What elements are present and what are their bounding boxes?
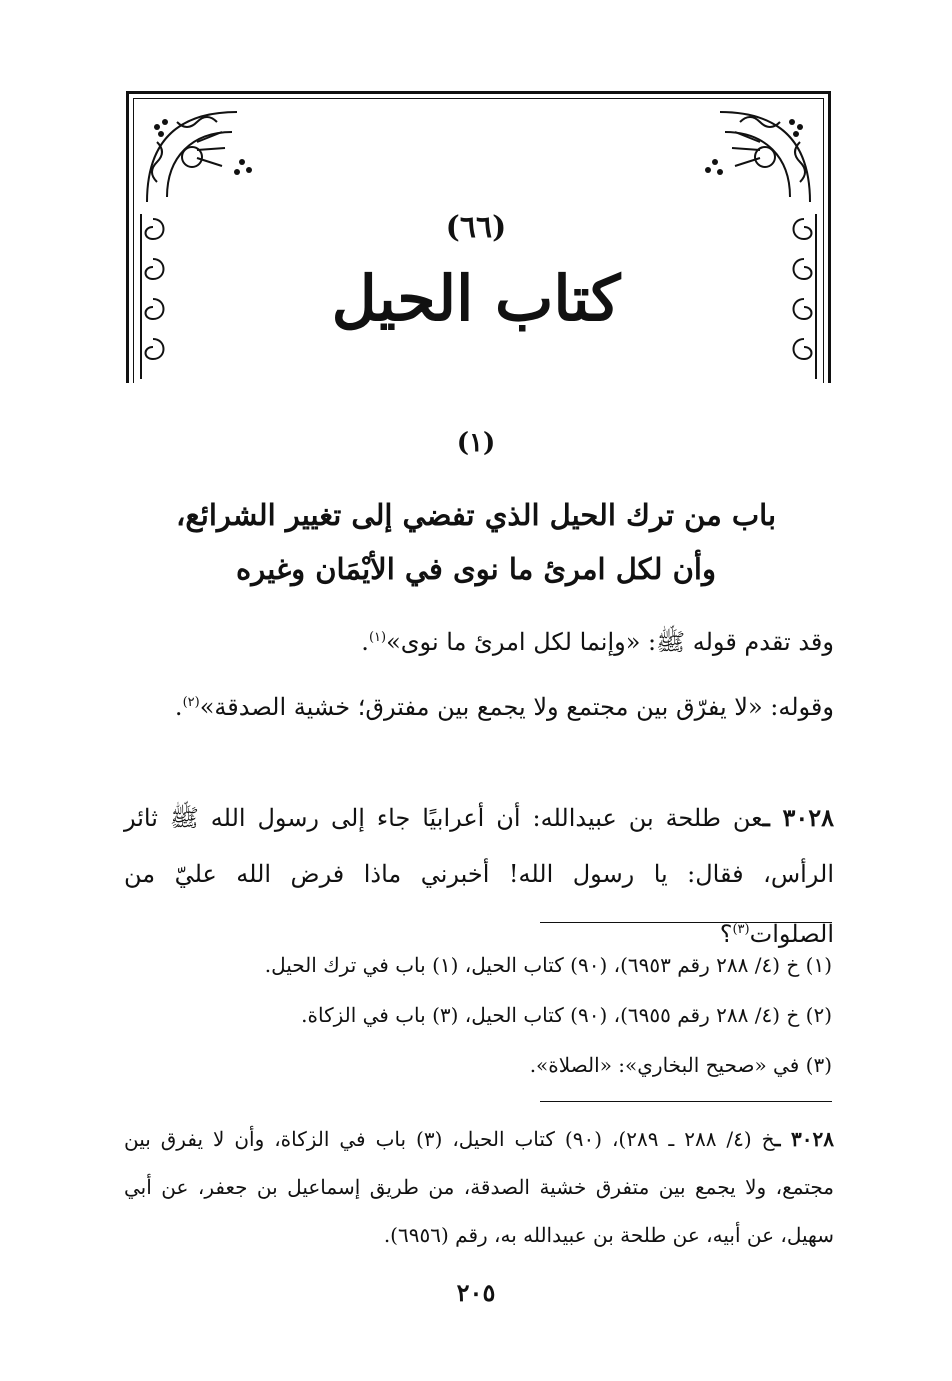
footnote-ref-2: (٢) [182,695,200,710]
hadith-3028 [124,790,834,962]
footnote-divider [540,922,832,923]
footnote-ref-3: (٣) [732,922,750,937]
footnotes [160,940,832,1090]
hadith-end: ؟ [719,920,733,948]
chapter-title-line-2: وأن لكل امرئ ما نوى في الأيْمَان وغيره [236,552,716,586]
paragraph-1-text: وقد تقدم قوله ﷺ: «وإنما لكل امرئ ما نوى» [386,628,834,656]
takhrij-number: ٣٠٢٨ ـ [774,1127,834,1151]
book-number: (٦٦) [445,210,507,245]
takhrij-divider [540,1101,832,1102]
footnote-2: (٢) خ (٤/ ٢٨٨ رقم ٦٩٥٥)، (٩٠) كتاب الحيل، (٣) باب في الزكاة. [301,1003,832,1027]
hadith-number: ٣٠٢٨ ـ [762,803,834,832]
floral-scroll-ornament-icon [137,102,257,212]
paragraph-2 [124,675,834,735]
chapter-title-line-1: باب من ترك الحيل الذي تفضي إلى تغيير الشرائع، [175,498,777,532]
chapter-title [120,488,832,596]
footnote-1: (١) خ (٤/ ٢٨٨ رقم ٦٩٥٣)، (٩٠) كتاب الحيل، (١) باب في ترك الحيل. [264,953,832,977]
footnote-3: (٣) في «صحيح البخاري»: «الصلاة». [529,1053,832,1077]
takhrij-text: خ (٤/ ٢٨٨ ـ ٢٨٩)، (٩٠) كتاب الحيل، (٣) باب في الزكاة، وأن لا يفرق بين مجتمع، ولا يجمع بين متفرق خشية الصدقة، من طريق إسماعيل بن جعفر، عن أبي سهيل، عن أبيه، عن طلحة بن عبيدالله به، رقم (٦٩٥٦). [124,1127,834,1247]
paragraph-2-text: وقوله: «لا يفرّق بين مجتمع ولا يجمع بين مفترق؛ خشية الصدقة» [199,693,834,721]
book-title: كتاب الحيل [331,262,621,335]
paragraph-1 [124,610,834,670]
takhrij-note [124,1115,834,1259]
paragraph-1-end: . [361,628,369,656]
floral-scroll-ornament-icon [700,102,820,212]
footnote-ref-1: (١) [368,630,387,645]
page-number: ٢٠٥ [456,1278,496,1307]
chapter-number: (١) [456,428,496,458]
hadith-text: عن طلحة بن عبيدالله: أن أعرابيًا جاء إلى رسول الله ﷺ ثائر الرأس، فقال: يا رسول الله! أخبرني ماذا فرض الله عليّ من الصلوات [124,804,835,948]
paragraph-2-end: . [174,693,183,721]
